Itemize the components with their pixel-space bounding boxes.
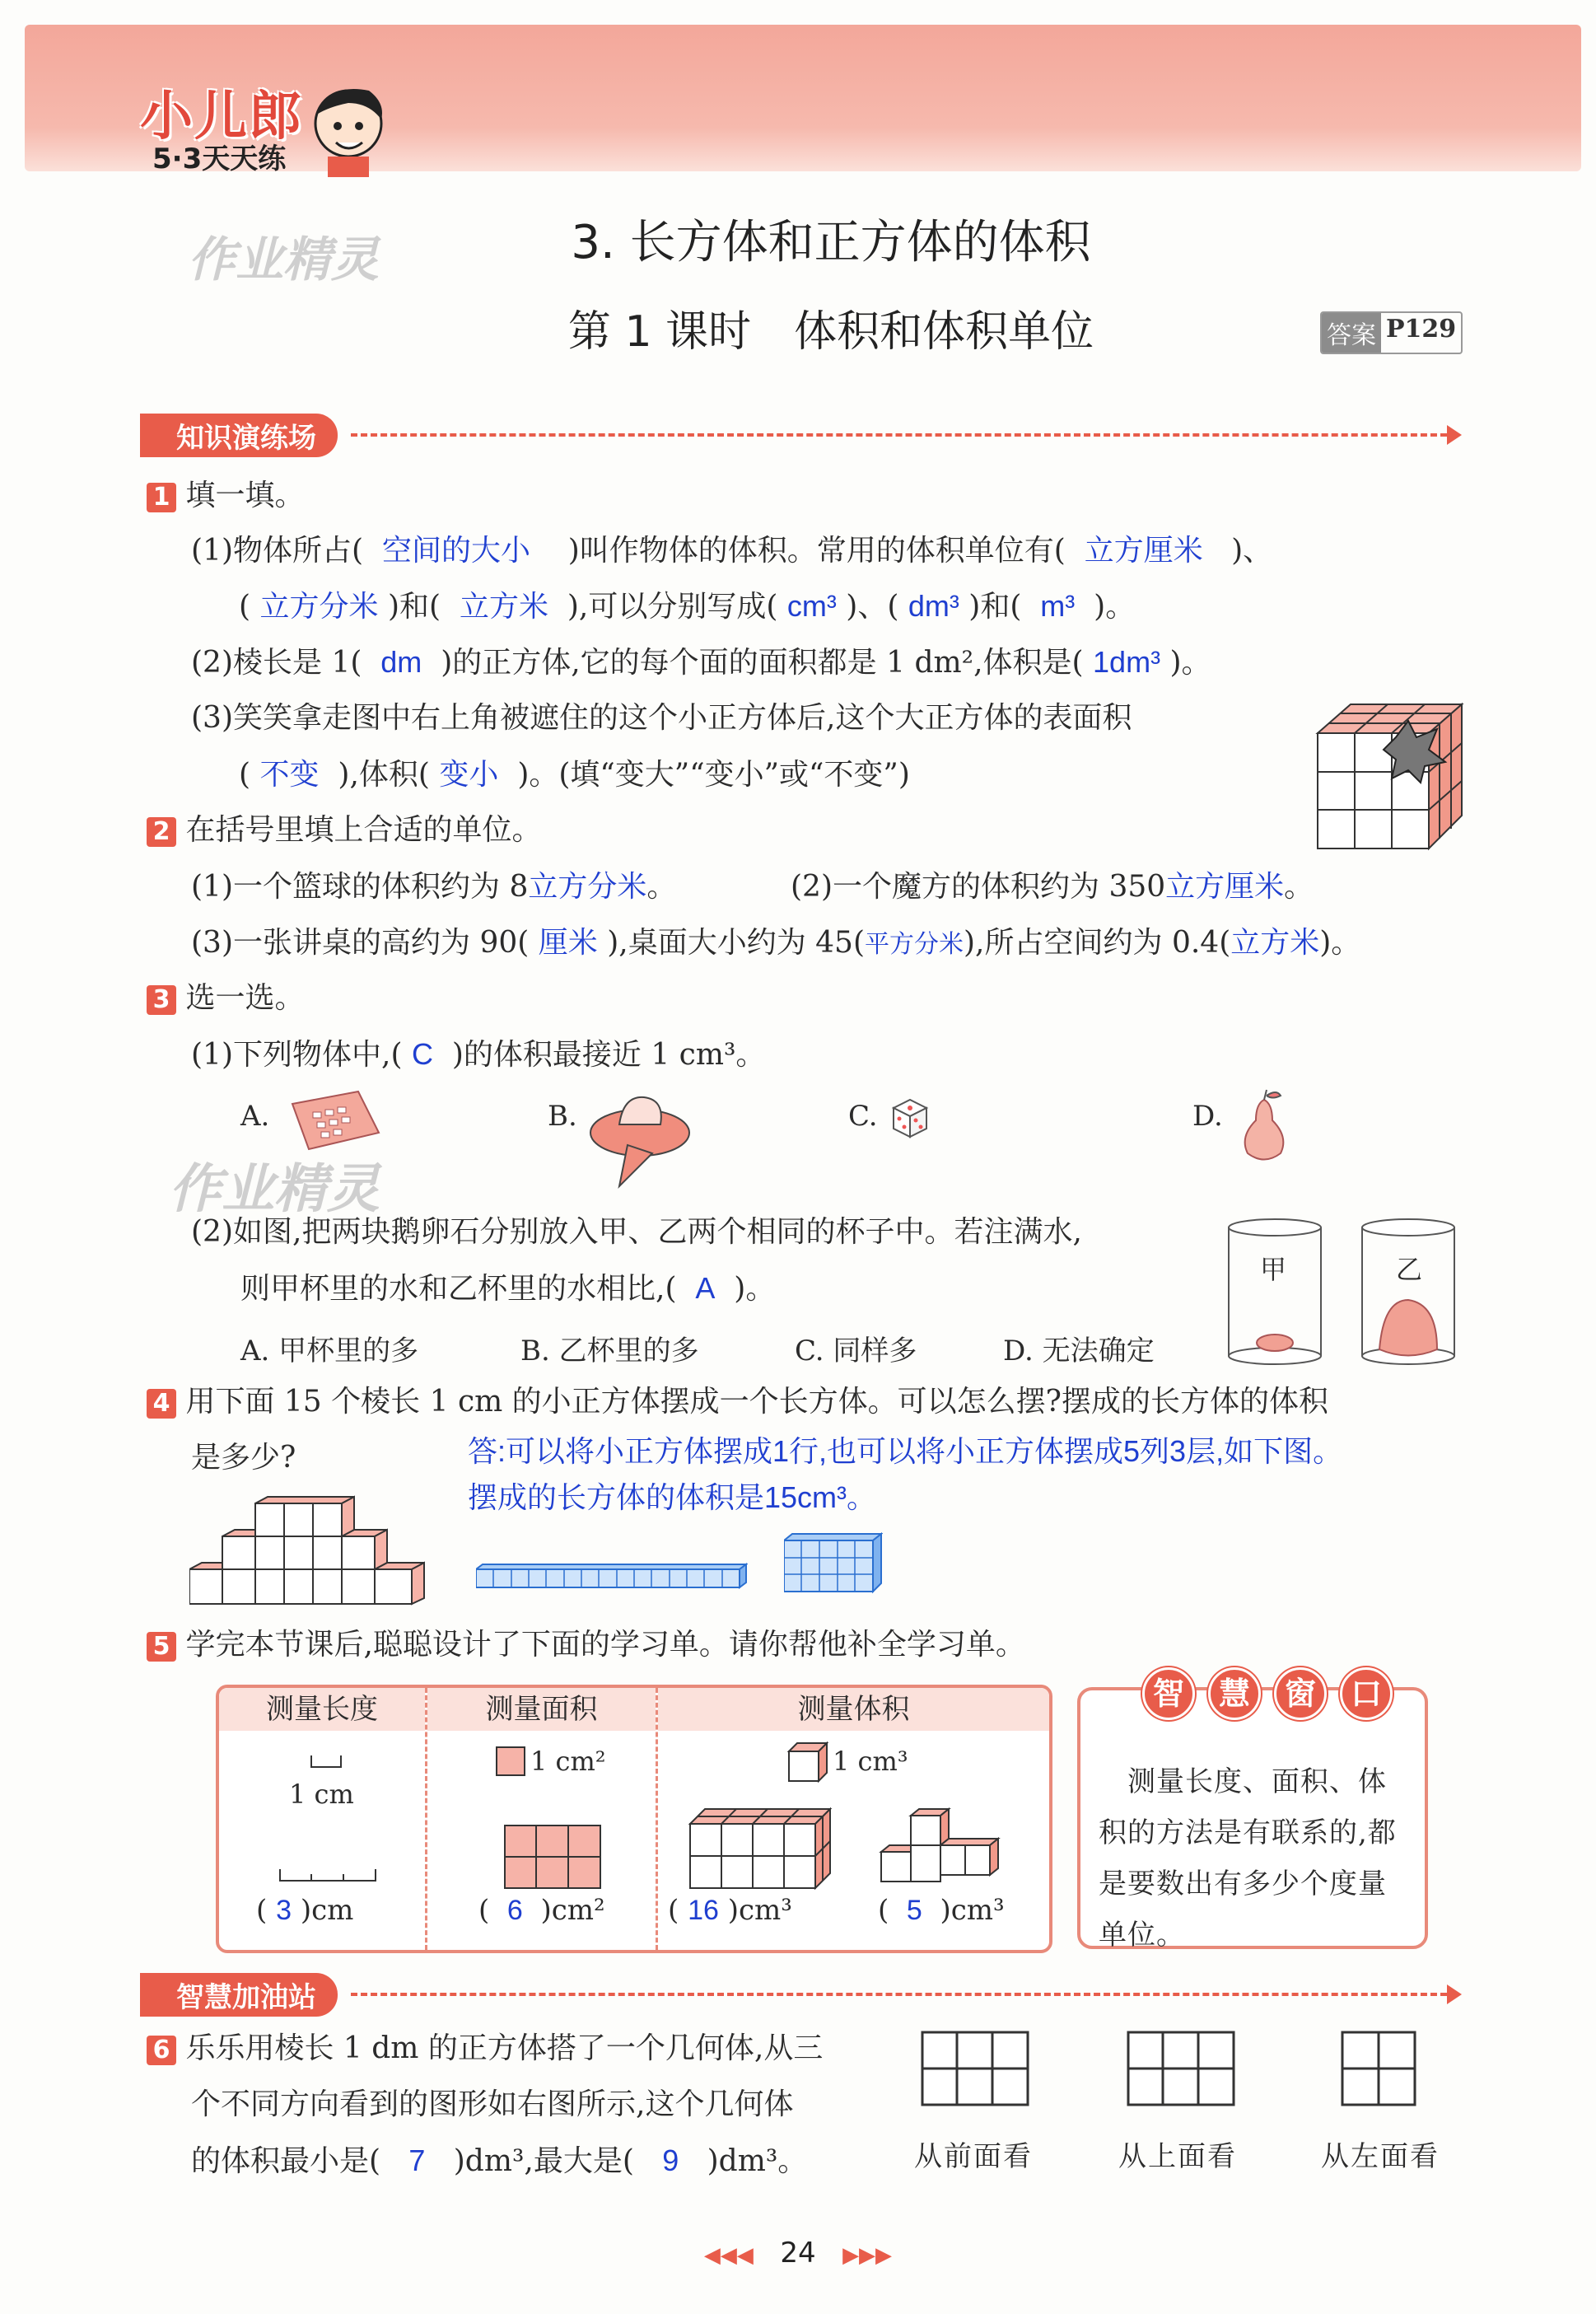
prev-arrows-icon: ◀◀◀ xyxy=(703,2243,754,2268)
pear-icon xyxy=(1235,1087,1293,1166)
q1-part3-line1: (3)笑笑拿走图中右上角被遮住的这个小正方体后,这个大正方体的表面积 xyxy=(191,701,1132,735)
q6-line1: 6 乐乐用棱长 1 dm 的正方体搭了一个几何体,从三 xyxy=(147,2031,823,2067)
answer-page: P129 xyxy=(1386,315,1457,344)
q3-option-d: D. xyxy=(1192,1100,1223,1133)
q4-stem-line2: 是多少? xyxy=(191,1441,296,1475)
one-row-cubes-figure xyxy=(476,1561,748,1594)
cup-jia-label: 甲 xyxy=(1260,1254,1287,1285)
volume1-answer-line: ( 16 )cm³ xyxy=(668,1894,792,1927)
wisdom-text: 测量长度、面积、体积的方法是有联系的,都是要数出有多少个度量单位。 xyxy=(1099,1765,1397,1952)
front-view-figure xyxy=(921,2031,1029,2106)
q1-answer-10: 不变 xyxy=(259,757,320,791)
q2-part2: (2)一个魔方的体积约为 350立方厘米。 xyxy=(791,869,1314,904)
study-sheet-table xyxy=(216,1685,1052,1953)
q4-number: 4 xyxy=(147,1389,176,1419)
q2-answer-2: 立方厘米 xyxy=(1165,869,1285,903)
stepped-cubes-figure xyxy=(189,1495,436,1606)
brand-series: 5·3天天练 xyxy=(152,143,287,175)
volume-block-figure xyxy=(688,1807,833,1890)
mascot-icon xyxy=(303,78,394,177)
q4-answer-line2: 摆成的长方体的体积是15cm³。 xyxy=(468,1480,877,1514)
top-view-figure xyxy=(1127,2031,1235,2106)
length-answer-line: ( 3 )cm xyxy=(256,1894,354,1927)
q1-answer-2: 立方厘米 xyxy=(1084,533,1203,567)
q2-answer-1: 立方分米 xyxy=(528,869,647,903)
q3-choice-d: D. 无法确定 xyxy=(1003,1335,1155,1367)
length-answer: 3 xyxy=(276,1895,292,1926)
q3-option-c: C. xyxy=(848,1100,878,1133)
area-answer: 6 xyxy=(506,1895,523,1926)
q6-answer-min: 7 xyxy=(408,2143,426,2177)
q2-answer-5: 立方米 xyxy=(1230,925,1320,959)
q2-stem: 2 在括号里填上合适的单位。 xyxy=(147,812,541,848)
q2-answer-4: 平方分米 xyxy=(865,931,964,958)
unit-length-bracket xyxy=(310,1754,343,1770)
q2-part1: (1)一个篮球的体积约为 8立方分米。 xyxy=(191,869,677,904)
section-boost-title: 智慧加油站 xyxy=(140,1973,338,2017)
q1-answer-7: m³ xyxy=(1040,589,1076,623)
answer-label: 答案 xyxy=(1322,313,1381,353)
q2-part3: (3)一张讲桌的高约为 90( 厘米 ),桌面大小约为 45(平方分米),所占空间约为 0.4(立方米)。 xyxy=(191,925,1361,960)
unit-area-square xyxy=(495,1746,526,1777)
q1-answer-1: 空间的大小 xyxy=(381,533,530,567)
q3-option-b: B. xyxy=(548,1100,577,1133)
q1-part1-line2: ( 立方分米 )和( 立方米 ),可以分别写成( cm³ )、( dm³ )和( m³ )。 xyxy=(239,589,1136,624)
q1-number: 1 xyxy=(147,483,176,512)
col-volume-header: 测量体积 xyxy=(658,1688,1049,1731)
volume-stair-figure xyxy=(878,1807,1001,1894)
page-number: 24 xyxy=(780,2237,816,2270)
cup-yi-label: 乙 xyxy=(1396,1254,1423,1285)
unit-volume-label: 1 cm³ xyxy=(833,1746,908,1777)
section-practice-title: 知识演练场 xyxy=(140,414,338,457)
col-length-header: 测量长度 xyxy=(219,1688,425,1731)
q1-answer-6: dm³ xyxy=(908,589,959,623)
q4-answer-line1: 答:可以将小正方体摆成1行,也可以将小正方体摆成5列3层,如下图。 xyxy=(468,1434,1343,1468)
left-view-label: 从左面看 xyxy=(1321,2140,1440,2173)
q2-number: 2 xyxy=(147,817,176,847)
unit-volume-cube xyxy=(787,1741,828,1783)
area-grid-figure xyxy=(503,1824,602,1890)
unit-area-label: 1 cm² xyxy=(530,1746,606,1777)
chapter-title: 3. 长方体和正方体的体积 xyxy=(571,216,1091,269)
q1-stem: 1 填一填。 xyxy=(147,478,304,514)
cup-yi xyxy=(1359,1218,1458,1366)
volume2-answer-line: ( 5 )cm³ xyxy=(878,1894,1005,1927)
wisdom-title-2: 慧 xyxy=(1208,1667,1261,1720)
page-footer xyxy=(0,2237,1596,2270)
q6-line2: 个不同方向看到的图形如右图所示,这个几何体 xyxy=(191,2087,794,2121)
q5-stem: 5 学完本节课后,聪聪设计了下面的学习单。请你帮他补全学习单。 xyxy=(147,1627,1025,1663)
q1-part3-line2: ( 不变 ),体积( 变小 )。(填“变大”“变小”或“不变”) xyxy=(239,757,910,792)
q6-number: 6 xyxy=(147,2036,176,2065)
watermark-middle: 作业精灵 xyxy=(169,1159,380,1220)
top-view-label: 从上面看 xyxy=(1118,2140,1237,2173)
brand-logo: 小儿郎 xyxy=(140,86,303,147)
q3-stem: 3 选一选。 xyxy=(147,980,304,1017)
wisdom-title-4: 口 xyxy=(1340,1667,1393,1720)
q4-stem-line1: 4 用下面 15 个棱长 1 cm 的小正方体摆成一个长方体。可以怎么摆?摆成的长方体的体积 xyxy=(147,1384,1328,1420)
wisdom-title-1: 智 xyxy=(1142,1667,1195,1720)
q6-line3: 的体积最小是( 7 )dm³,最大是( 9 )dm³。 xyxy=(191,2143,808,2178)
q1-answer-4: 立方米 xyxy=(459,589,548,623)
q1-answer-5: cm³ xyxy=(786,589,837,623)
left-view-figure xyxy=(1341,2031,1416,2106)
watermark-top: 作业精灵 xyxy=(188,231,380,287)
q3-answer-2: A xyxy=(695,1271,716,1305)
wisdom-window xyxy=(1077,1676,1428,1952)
lesson-title: 第 1 课时 体积和体积单位 xyxy=(567,307,1094,357)
q3-option-a: A. xyxy=(240,1100,270,1133)
q3-part2-line1: (2)如图,把两块鹅卵石分别放入甲、乙两个相同的杯子中。若注满水, xyxy=(191,1215,1082,1249)
q2-answer-3: 厘米 xyxy=(538,925,598,959)
q6-answer-max: 9 xyxy=(662,2143,679,2177)
q1-answer-8: dm xyxy=(380,645,422,679)
cube-figure xyxy=(1314,700,1466,853)
q3-choice-a: A. 甲杯里的多 xyxy=(240,1335,419,1367)
front-view-label: 从前面看 xyxy=(914,2140,1033,2173)
q1-answer-11: 变小 xyxy=(439,757,499,791)
col-area-header: 测量面积 xyxy=(427,1688,656,1731)
volume2-answer: 5 xyxy=(906,1895,922,1926)
area-answer-line: ( 6 )cm² xyxy=(478,1894,605,1927)
q5-number: 5 xyxy=(147,1632,176,1662)
block-cubes-figure xyxy=(784,1532,883,1594)
q3-part2-line2: 则甲杯里的水和乙杯里的水相比,( A )。 xyxy=(240,1271,776,1306)
q3-part1: (1)下列物体中,( C )的体积最接近 1 cm³。 xyxy=(191,1037,766,1072)
calculator-icon xyxy=(284,1087,383,1153)
ruler-segment xyxy=(278,1868,377,1884)
q1-part2: (2)棱长是 1( dm )的正方体,它的每个面的面积都是 1 dm²,体积是( 1dm³ )。 xyxy=(191,645,1211,680)
dice-icon xyxy=(889,1096,931,1141)
section-practice-bar xyxy=(140,414,1462,456)
cup-jia xyxy=(1225,1218,1324,1366)
section-boost-bar xyxy=(140,1973,1462,2016)
answer-reference xyxy=(1320,311,1463,354)
wisdom-title-3: 窗 xyxy=(1274,1667,1327,1720)
q3-choice-b: B. 乙杯里的多 xyxy=(520,1335,699,1367)
q1-answer-9: 1dm³ xyxy=(1093,645,1161,679)
hat-icon xyxy=(586,1087,693,1190)
q3-answer-1: C xyxy=(411,1037,433,1071)
q3-number: 3 xyxy=(147,985,176,1015)
next-arrows-icon: ▶▶▶ xyxy=(842,2243,893,2268)
volume1-answer: 16 xyxy=(688,1895,719,1926)
q3-choice-c: C. 同样多 xyxy=(795,1335,917,1367)
unit-length-label: 1 cm xyxy=(289,1779,354,1810)
q1-part1-line1: (1)物体所占( 空间的大小 )叫作物体的体积。常用的体积单位有( 立方厘米 )、 xyxy=(191,533,1273,568)
q1-answer-3: 立方分米 xyxy=(259,589,379,623)
